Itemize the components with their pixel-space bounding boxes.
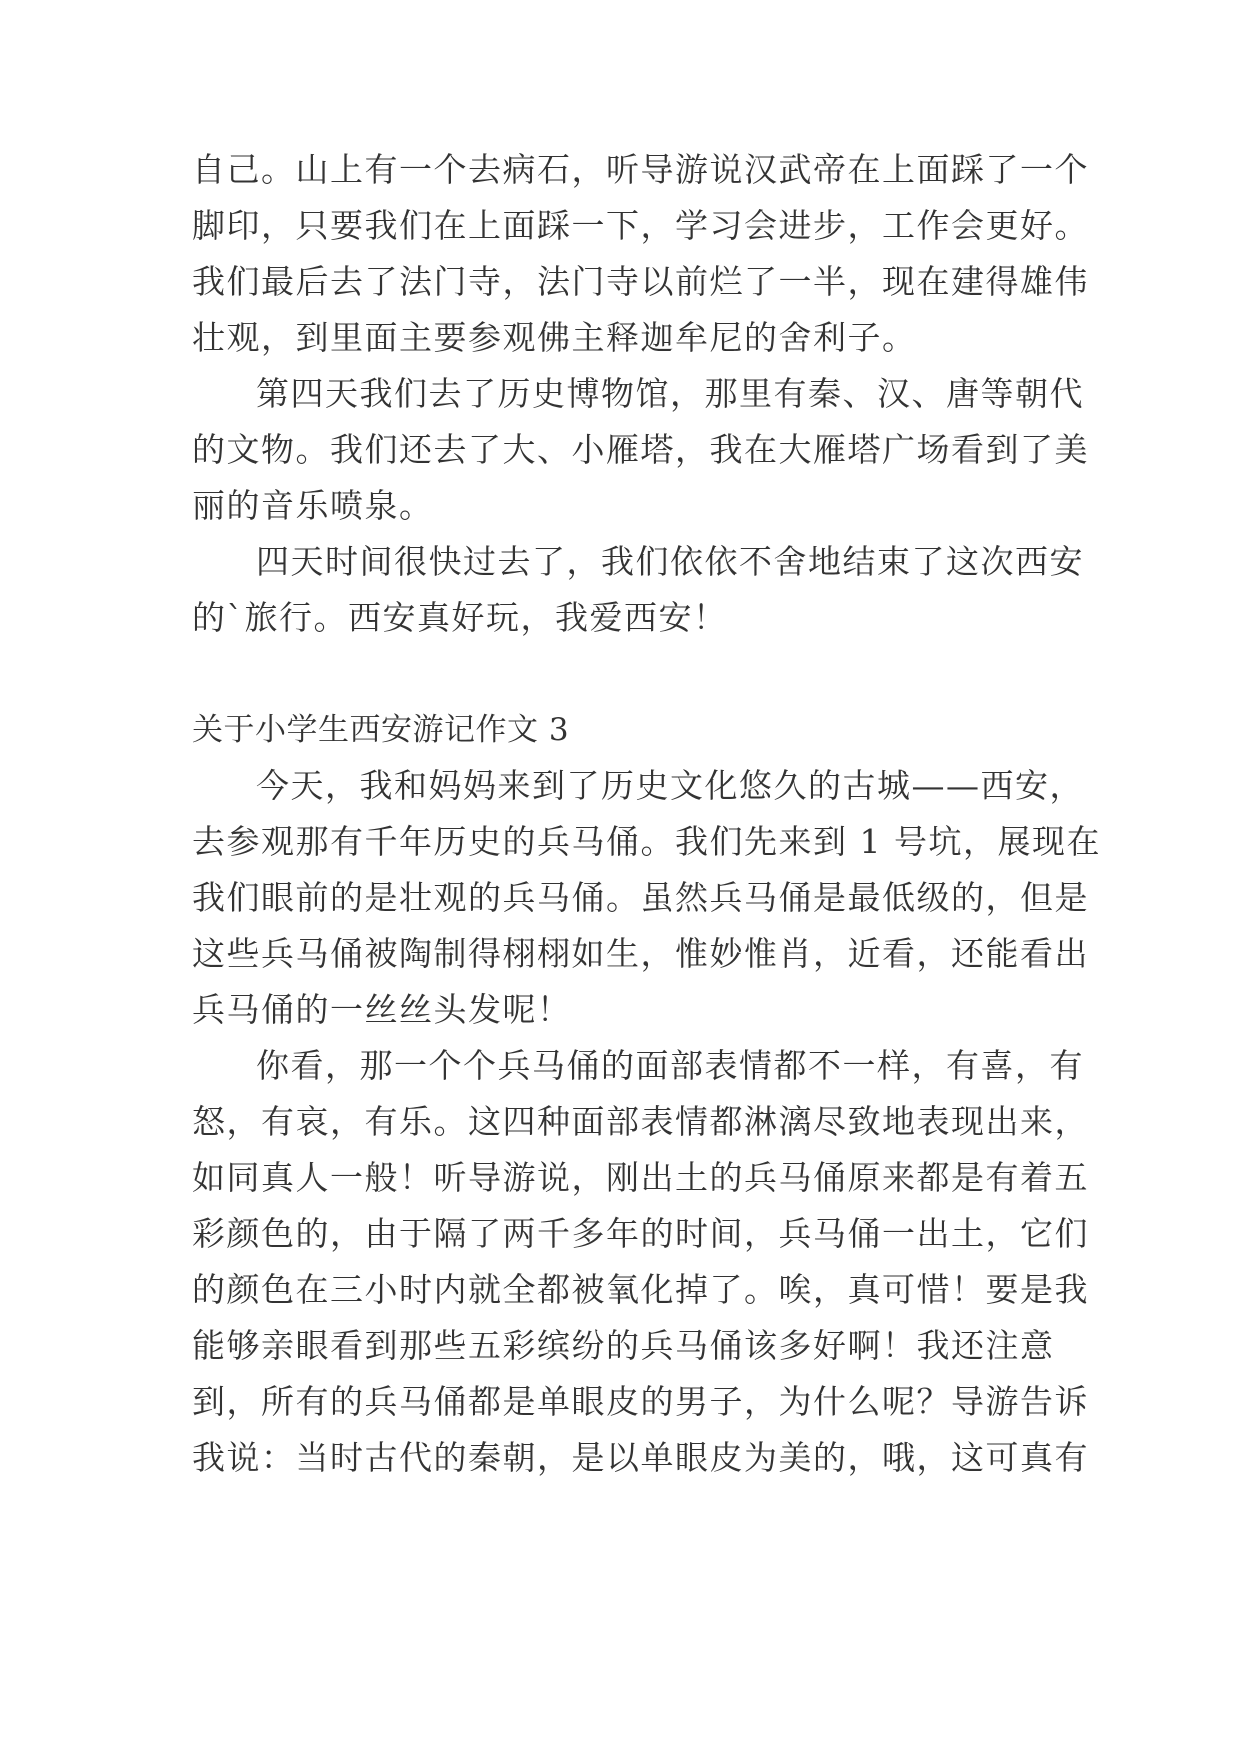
paragraph-line: 第四天我们去了历史博物馆，那里有秦、汉、唐等朝代 [256, 374, 1084, 413]
paragraph-line: 如同真人一般！听导游说，刚出土的兵马俑原来都是有着五 [192, 1158, 1089, 1197]
paragraph-line: 丽的音乐喷泉。 [192, 486, 434, 525]
paragraph-line: 的文物。我们还去了大、小雁塔，我在大雁塔广场看到了美 [192, 430, 1089, 469]
paragraph-line: 脚印，只要我们在上面踩一下，学习会进步，工作会更好。 [192, 206, 1089, 245]
section-heading: 关于小学生西安游记作文 3 [192, 712, 570, 748]
paragraph-line: 四天时间很快过去了，我们依依不舍地结束了这次西安 [256, 542, 1084, 581]
paragraph-line: 彩颜色的，由于隔了两千多年的时间，兵马俑一出土，它们 [192, 1214, 1089, 1253]
paragraph-line: 到，所有的兵马俑都是单眼皮的男子，为什么呢？导游告诉 [192, 1382, 1089, 1421]
paragraph-line: 的`旅行。西安真好玩，我爱西安！ [192, 598, 728, 637]
paragraph-line: 这些兵马俑被陶制得栩栩如生，惟妙惟肖，近看，还能看出 [192, 934, 1089, 973]
paragraph-line: 壮观，到里面主要参观佛主释迦牟尼的舍利子。 [192, 318, 917, 357]
paragraph-line: 你看，那一个个兵马俑的面部表情都不一样，有喜，有 [256, 1046, 1084, 1085]
paragraph-line: 自己。山上有一个去病石，听导游说汉武帝在上面踩了一个 [192, 150, 1089, 189]
paragraph-line: 怒，有哀，有乐。这四种面部表情都淋漓尽致地表现出来， [192, 1102, 1089, 1141]
paragraph-line: 能够亲眼看到那些五彩缤纷的兵马俑该多好啊！我还注意 [192, 1326, 1055, 1365]
paragraph-line: 去参观那有千年历史的兵马俑。我们先来到 1 号坑，展现在 [192, 822, 1101, 861]
paragraph-line: 的颜色在三小时内就全都被氧化掉了。唉，真可惜！要是我 [192, 1270, 1089, 1309]
paragraph-line: 我说：当时古代的秦朝，是以单眼皮为美的，哦，这可真有 [192, 1438, 1089, 1477]
paragraph-line: 今天，我和妈妈来到了历史文化悠久的古城——西安， [256, 766, 1084, 805]
paragraph-line: 我们眼前的是壮观的兵马俑。虽然兵马俑是最低级的，但是 [192, 878, 1089, 917]
paragraph-line: 我们最后去了法门寺，法门寺以前烂了一半，现在建得雄伟 [192, 262, 1089, 301]
paragraph-line: 兵马俑的一丝丝头发呢！ [192, 990, 572, 1029]
